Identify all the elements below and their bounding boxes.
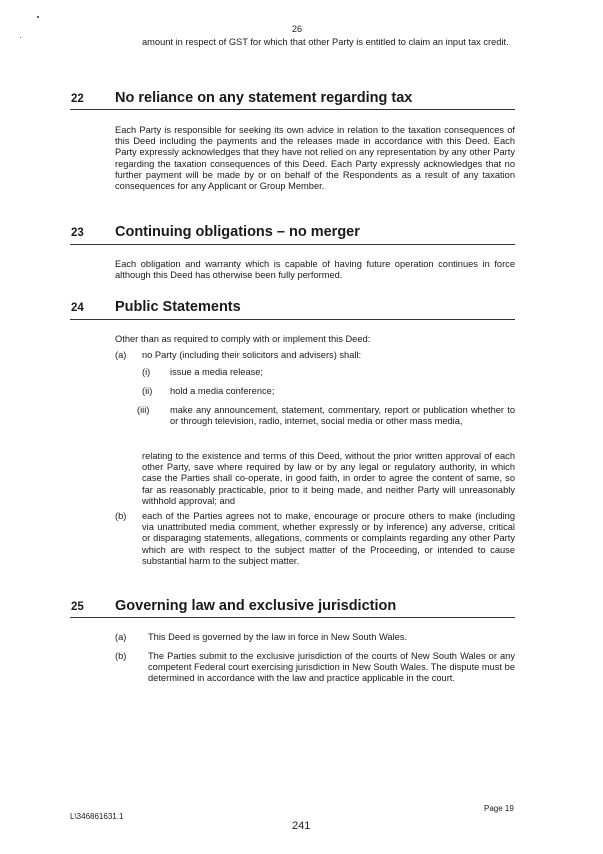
section-25-item-b-text: The Parties submit to the exclusive jurisdiction of the courts of New South Wales or any competent Federal court exercising jurisdiction in New South Wales. The dispute must be determined in accordance with the law and practice applicable in the court. xyxy=(148,651,515,684)
intro-paragraph: amount in respect of GST for which that other Party is entitled to claim an input tax credit. xyxy=(142,37,509,47)
section-24-subitem-iii-label: (iii) xyxy=(137,405,150,415)
section-24-intro: Other than as required to comply with or implement this Deed: xyxy=(115,334,371,344)
section-24-item-a-tail: relating to the existence and terms of this Deed, without the prior written approval of each other Party, save where required by law or by any legal or regulatory authority, in which case the Parties shall co-operate, in good faith, in order to agree the content of same, so far as reasonably practicable, prior to it being made, and neither Party will unreasonably withhold approval; and xyxy=(142,451,515,506)
section-24-item-b-label: (b) xyxy=(115,511,127,521)
document-reference: L\346861631.1 xyxy=(70,812,124,821)
section-25-title: Governing law and exclusive jurisdiction xyxy=(115,598,397,614)
section-24-subitem-iii-text: make any announcement, statement, commentary, report or publication whether to or through television, radio, internet, social media or other mass media, xyxy=(170,405,515,427)
section-24-item-b-text: each of the Parties agrees not to make, encourage or procure others to make (including via unattributed media comment, whether expressly or by inference) any adverse, critical or disparaging statements, allegations, comments or complaints regarding any other Party which are with respect to the subject matter of the Proceeding, or intended to cause substantial harm to the subject matter. xyxy=(142,511,515,566)
page-label: Page 19 xyxy=(484,804,514,813)
section-25-item-a-label: (a) xyxy=(115,632,127,642)
page-number-bottom: 241 xyxy=(292,820,311,832)
section-23-title: Continuing obligations – no merger xyxy=(115,224,360,240)
section-22-number: 22 xyxy=(71,93,84,105)
page-number-top: 26 xyxy=(292,24,303,34)
section-25-item-a-text: This Deed is governed by the law in force in New South Wales. xyxy=(148,632,408,642)
section-22-rule xyxy=(70,109,515,110)
section-24-subitem-i-label: (i) xyxy=(142,367,151,377)
section-23-rule xyxy=(70,244,515,245)
section-24-title: Public Statements xyxy=(115,299,241,315)
section-25-item-b-label: (b) xyxy=(115,651,127,661)
scan-speck xyxy=(37,16,39,18)
section-24-number: 24 xyxy=(71,302,84,314)
section-24-subitem-i-text: issue a media release; xyxy=(170,367,264,377)
section-23-number: 23 xyxy=(71,227,84,239)
section-22-title: No reliance on any statement regarding tax xyxy=(115,90,413,106)
section-22-body: Each Party is responsible for seeking its own advice in relation to the taxation consequences of this Deed including the payments and the releases made in accordance with this Deed. Each Party expressly acknowledges that they have not relied on any representation by any other Party regarding the taxation consequences of this Deed. Each Party expressly acknowledges that no further payment will be made by or on behalf of the Respondents as a result of any taxation consequences for any Applicant or Group Member. xyxy=(115,125,515,192)
section-25-number: 25 xyxy=(71,601,84,613)
scan-speck xyxy=(20,37,21,38)
section-24-subitem-ii-label: (ii) xyxy=(142,386,153,396)
section-23-body: Each obligation and warranty which is capable of having future operation continues in force although this Deed has otherwise been fully performed. xyxy=(115,259,515,281)
section-25-rule xyxy=(70,617,515,618)
section-24-rule xyxy=(70,319,515,320)
section-24-item-a-label: (a) xyxy=(115,350,127,360)
section-24-item-a-text: no Party (including their solicitors and advisers) shall: xyxy=(142,350,362,360)
section-24-subitem-ii-text: hold a media conference; xyxy=(170,386,275,396)
